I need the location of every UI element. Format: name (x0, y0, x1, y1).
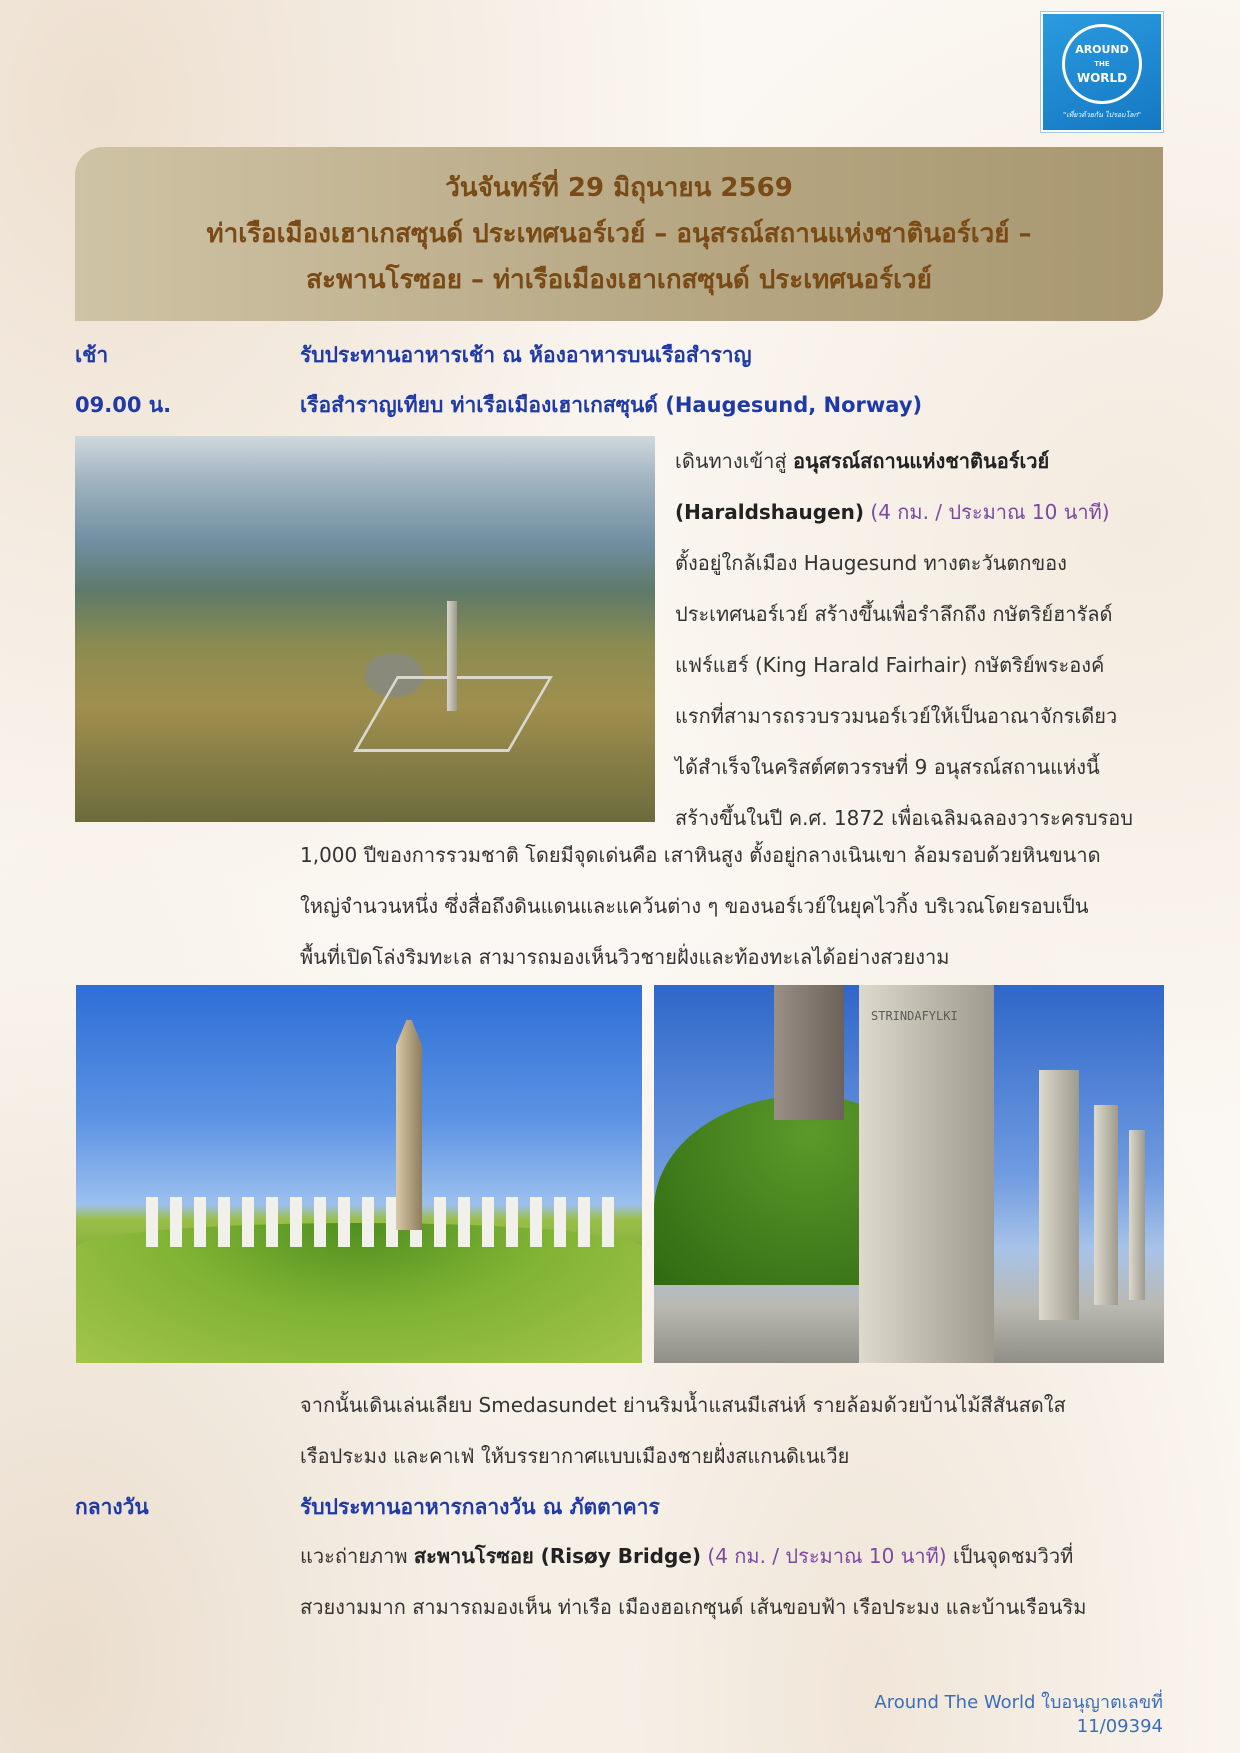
stone-pillars (146, 1197, 626, 1247)
monument-text-line: ประเทศนอร์เวย์ สร้างขึ้นเพื่อรำลึกถึง กษัตริย์ฮารัลด์ (675, 602, 1113, 626)
monument-distance: (4 กม. / ประมาณ 10 นาที) (870, 500, 1110, 524)
monument-text-line: แฟร์แฮร์ (King Harald Fairhair) กษัตริย์พระองค์ (675, 653, 1105, 677)
schedule-activity: รับประทานอาหารกลางวัน ณ ภัตตาคาร (300, 1495, 660, 1519)
company-logo (1041, 12, 1163, 132)
bridge-description (300, 1531, 1163, 1633)
schedule-time: เช้า (75, 343, 109, 367)
obelisk-spire (396, 1020, 422, 1230)
globe-icon (1062, 24, 1142, 104)
monument-text-line: สร้างขึ้นในปี ค.ศ. 1872 เพื่อเฉลิมฉลองวาระครบรอบ (675, 806, 1133, 830)
monument-text-line: ได้สำเร็จในคริสต์ศตวรรษที่ 9 อนุสรณ์สถานแห่งนี้ (675, 755, 1100, 779)
day-banner (75, 147, 1163, 321)
monument-wide-line: 1,000 ปีของการรวมชาติ โดยมีจุดเด่นคือ เสาหินสูง ตั้งอยู่กลางเนินเขา ล้อมรอบด้วยหินขนาด (300, 843, 1101, 867)
monument-line-intro (675, 436, 1163, 487)
pillar (1129, 1130, 1145, 1300)
day-date: วันจันทร์ที่ 29 มิถุนายน 2569 (445, 173, 793, 203)
schedule-activity: เรือสำราญเทียบ ท่าเรือเมืองเฮาเกสซุนด์ (Haugesund, Norway) (300, 393, 923, 417)
monument-obelisk (447, 601, 457, 711)
bridge-line1 (300, 1531, 1163, 1582)
monument-intro: เดินทางเข้าสู่ (675, 449, 787, 473)
logo-tagline: "เที่ยวด้วยกัน ไปรอบโลก" (1063, 110, 1141, 119)
monument-description (675, 436, 1163, 844)
pillar (1039, 1070, 1079, 1320)
schedule-time: 09.00 น. (75, 393, 172, 417)
bridge-line2: สวยงามมาก สามารถมองเห็น ท่าเรือ เมืองฮอเกซุนด์ เส้นขอบฟ้า เรือประมง และบ้านเรือนริม (300, 1595, 1087, 1619)
pillar (1094, 1105, 1118, 1305)
pillar-front (859, 985, 994, 1363)
monument-name: อนุสรณ์สถานแห่งชาตินอร์เวย์ (792, 449, 1050, 473)
bridge-distance: (4 กม. / ประมาณ 10 นาที) (707, 1544, 947, 1568)
monument-wide-line: พื้นที่เปิดโล่งริมทะเล สามารถมองเห็นวิวชายฝั่งและท้องทะเลได้อย่างสวยงาม (300, 945, 950, 969)
obelisk-photo (76, 985, 642, 1363)
smedasundet-line: เรือประมง และคาเฟ่ ให้บรรยากาศแบบเมืองชายฝั่งสแกนดิเนเวีย (300, 1444, 850, 1468)
monument-line-name-en (675, 487, 1163, 538)
schedule-activity: รับประทานอาหารเช้า ณ ห้องอาหารบนเรือสำราญ (300, 343, 752, 367)
monument-text-line: ตั้งอยู่ใกล้เมือง Haugesund ทางตะวันตกของ (675, 551, 1067, 575)
day-route-line2: สะพานโรซอย – ท่าเรือเมืองเฮาเกสซุนด์ ประเทศนอร์เวย์ (306, 265, 932, 295)
monument-wide-line: ใหญ่จำนวนหนึ่ง ซึ่งสื่อถึงดินแดนและแคว้นต่าง ๆ ของนอร์เวย์ในยุคไวกิ้ง บริเวณโดยรอบเป็น (300, 894, 1089, 918)
obelisk-base (774, 985, 844, 1120)
logo-line2: THE (1094, 59, 1110, 68)
monument-description-cont (300, 830, 1163, 983)
pillars-photo (654, 985, 1164, 1363)
bridge-tail: เป็นจุดชมวิวที่ (952, 1544, 1074, 1568)
day-route-line1: ท่าเรือเมืองเฮาเกสซุนด์ ประเทศนอร์เวย์ – อนุสรณ์สถานแห่งชาตินอร์เวย์ – (206, 219, 1032, 249)
monument-text-line: แรกที่สามารถรวบรวมนอร์เวย์ให้เป็นอาณาจักรเดียว (675, 704, 1118, 728)
logo-line3: WORLD (1076, 70, 1128, 85)
pillar-inscription: STRINDAFYLKI (871, 1009, 958, 1023)
smedasundet-description (300, 1380, 1163, 1482)
schedule-time: กลางวัน (75, 1495, 149, 1519)
monument-name-en: (Haraldshaugen) (675, 500, 865, 524)
haraldshaugen-aerial-photo (75, 436, 655, 822)
logo-line1: AROUND (1075, 42, 1129, 56)
bridge-intro: แวะถ่ายภาพ (300, 1544, 408, 1568)
bridge-name: สะพานโรซอย (Risøy Bridge) (413, 1544, 702, 1568)
footer-license: Around The World ใบอนุญาตเลขที่ 11/09394 (874, 1692, 1163, 1737)
smedasundet-line: จากนั้นเดินเล่นเลียบ Smedasundet ย่านริมน้ำแสนมีเสน่ห์ รายล้อมด้วยบ้านไม้สีสันสดใส (300, 1393, 1066, 1417)
